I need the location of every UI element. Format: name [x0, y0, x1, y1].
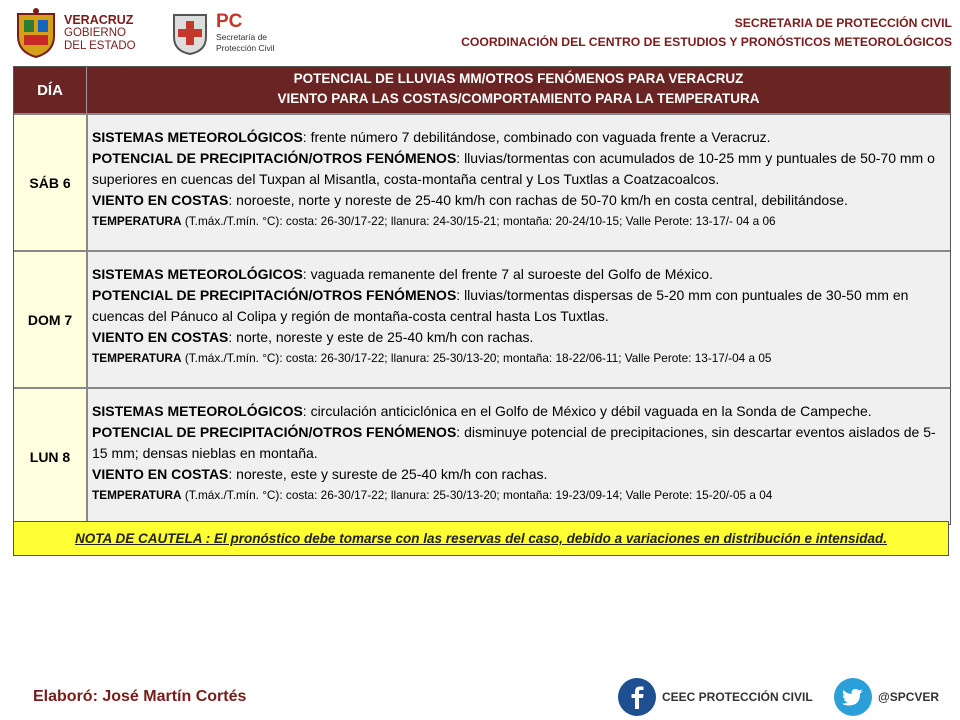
veracruz-logo	[14, 6, 146, 60]
pc-emblem-icon	[170, 11, 210, 55]
row-day: SÁB 6	[14, 115, 88, 250]
table-row	[14, 250, 950, 387]
agency-line-2: COORDINACIÓN DEL CENTRO DE ESTUDIOS Y PRONÓSTICOS METEOROLÓGICOS	[461, 35, 952, 49]
potencial-line	[92, 148, 944, 190]
viento-text: : norte, noreste y este de 25-40 km/h con rachas.	[228, 329, 534, 345]
agency-header	[461, 14, 952, 52]
potencial-text: : lluvias/tormentas dispersas de 5-20 mm con puntuales de 30-50 mm en cuencas del Pánuco al Colipa y región de montaña-costa central hasta Los Tuxtlas.	[92, 287, 909, 324]
sistemas-line	[92, 264, 944, 285]
sistemas-text: : vaguada remanente del frente 7 al suroeste del Golfo de México.	[302, 266, 713, 282]
facebook-icon	[618, 678, 656, 716]
potencial-text: : lluvias/tormentas con acumulados de 10-25 mm y puntuales de 50-70 mm o superiores en cuencas del Tuxpan al Misantla, costa-montaña central y Los Tuxtlas a Coatzacoalcos.	[92, 150, 935, 187]
row-content	[88, 115, 950, 250]
viento-line	[92, 464, 944, 485]
header-main	[87, 67, 950, 113]
row-day: DOM 7	[14, 252, 88, 387]
twitter-icon	[834, 678, 872, 716]
temperatura-label: TEMPERATURA	[92, 488, 182, 502]
temperatura-label: TEMPERATURA	[92, 214, 182, 228]
viento-text: : noroeste, norte y noreste de 25-40 km/h con rachas de 50-70 km/h en costa central, debilitándose.	[228, 192, 848, 208]
facebook-link[interactable]	[618, 678, 813, 716]
pc-line-2: Protección Civil	[216, 43, 275, 53]
temperatura-line	[92, 348, 944, 369]
potencial-line	[92, 285, 944, 327]
table-header	[14, 67, 950, 113]
viento-label: VIENTO EN COSTAS	[92, 329, 229, 345]
pc-line-1: Secretaría de	[216, 32, 268, 42]
temperatura-label: TEMPERATURA	[92, 351, 182, 365]
twitter-link[interactable]	[834, 678, 939, 716]
proteccion-civil-logo	[170, 8, 290, 58]
viento-text: : noreste, este y sureste de 25-40 km/h con rachas.	[228, 466, 548, 482]
row-day: LUN 8	[14, 389, 88, 524]
forecast-table	[13, 66, 951, 525]
viento-line	[92, 327, 944, 348]
sistemas-label: SISTEMAS METEOROLÓGICOS	[92, 266, 303, 282]
table-row	[14, 113, 950, 250]
table-row	[14, 387, 950, 524]
header-day: DÍA	[14, 67, 87, 113]
row-content	[88, 252, 950, 387]
caution-note-text: NOTA DE CAUTELA : El pronóstico debe tomarse con las reservas del caso, debido a variaciones en distribución e intensidad.	[75, 531, 887, 546]
viento-label: VIENTO EN COSTAS	[92, 192, 229, 208]
temperatura-text: (T.máx./T.mín. °C): costa: 26-30/17-22; llanura: 24-30/15-21; montaña: 20-24/10-15; Valle Perote: 13-17/- 04 a 06	[181, 214, 776, 228]
viento-label: VIENTO EN COSTAS	[92, 466, 229, 482]
twitter-label: @SPCVER	[878, 690, 940, 704]
veracruz-subtitle-1: GOBIERNO	[64, 26, 126, 39]
potencial-label: POTENCIAL DE PRECIPITACIÓN/OTROS FENÓMENOS	[92, 424, 457, 440]
sistemas-label: SISTEMAS METEOROLÓGICOS	[92, 129, 303, 145]
sistemas-line	[92, 401, 944, 422]
row-content	[88, 389, 950, 524]
header-main-line-1: POTENCIAL DE LLUVIAS MM/OTROS FENÓMENOS PARA VERACRUZ	[293, 71, 744, 86]
temperatura-text: (T.máx./T.mín. °C): costa: 26-30/17-22; llanura: 25-30/13-20; montaña: 18-22/06-11; Valle Perote: 13-17/-04 a 05	[181, 351, 772, 365]
header-main-line-2: VIENTO PARA LAS COSTAS/COMPORTAMIENTO PARA LA TEMPERATURA	[277, 91, 760, 106]
facebook-label: CEEC PROTECCIÓN CIVIL	[662, 690, 813, 704]
veracruz-subtitle-2: DEL ESTADO	[64, 39, 136, 52]
sistemas-text: : frente número 7 debilitándose, combinado con vaguada frente a Veracruz.	[302, 129, 771, 145]
sistemas-label: SISTEMAS METEOROLÓGICOS	[92, 403, 303, 419]
sistemas-line	[92, 127, 944, 148]
temperatura-line	[92, 485, 944, 506]
veracruz-shield-icon	[14, 8, 58, 58]
temperatura-text: (T.máx./T.mín. °C): costa: 26-30/17-22; llanura: 25-30/13-20; montaña: 19-23/09-14; Valle Perote: 15-20/-05 a 04	[181, 488, 773, 502]
potencial-label: POTENCIAL DE PRECIPITACIÓN/OTROS FENÓMENOS	[92, 287, 457, 303]
viento-line	[92, 190, 944, 211]
potencial-label: POTENCIAL DE PRECIPITACIÓN/OTROS FENÓMENOS	[92, 150, 457, 166]
caution-note	[13, 521, 949, 556]
potencial-line	[92, 422, 944, 464]
author-credit: Elaboró: José Martín Cortés	[33, 688, 247, 705]
temperatura-line	[92, 211, 944, 232]
potencial-text: : disminuye potencial de precipitaciones, sin descartar eventos aislados de 5-15 mm; densas nieblas en montaña.	[92, 424, 936, 461]
pc-abbr: PC	[216, 11, 243, 32]
veracruz-title: VERACRUZ	[64, 12, 134, 27]
sistemas-text: : circulación anticiclónica en el Golfo de México y débil vaguada en la Sonda de Campeche.	[302, 403, 872, 419]
agency-line-1: SECRETARIA DE PROTECCIÓN CIVIL	[734, 16, 952, 30]
